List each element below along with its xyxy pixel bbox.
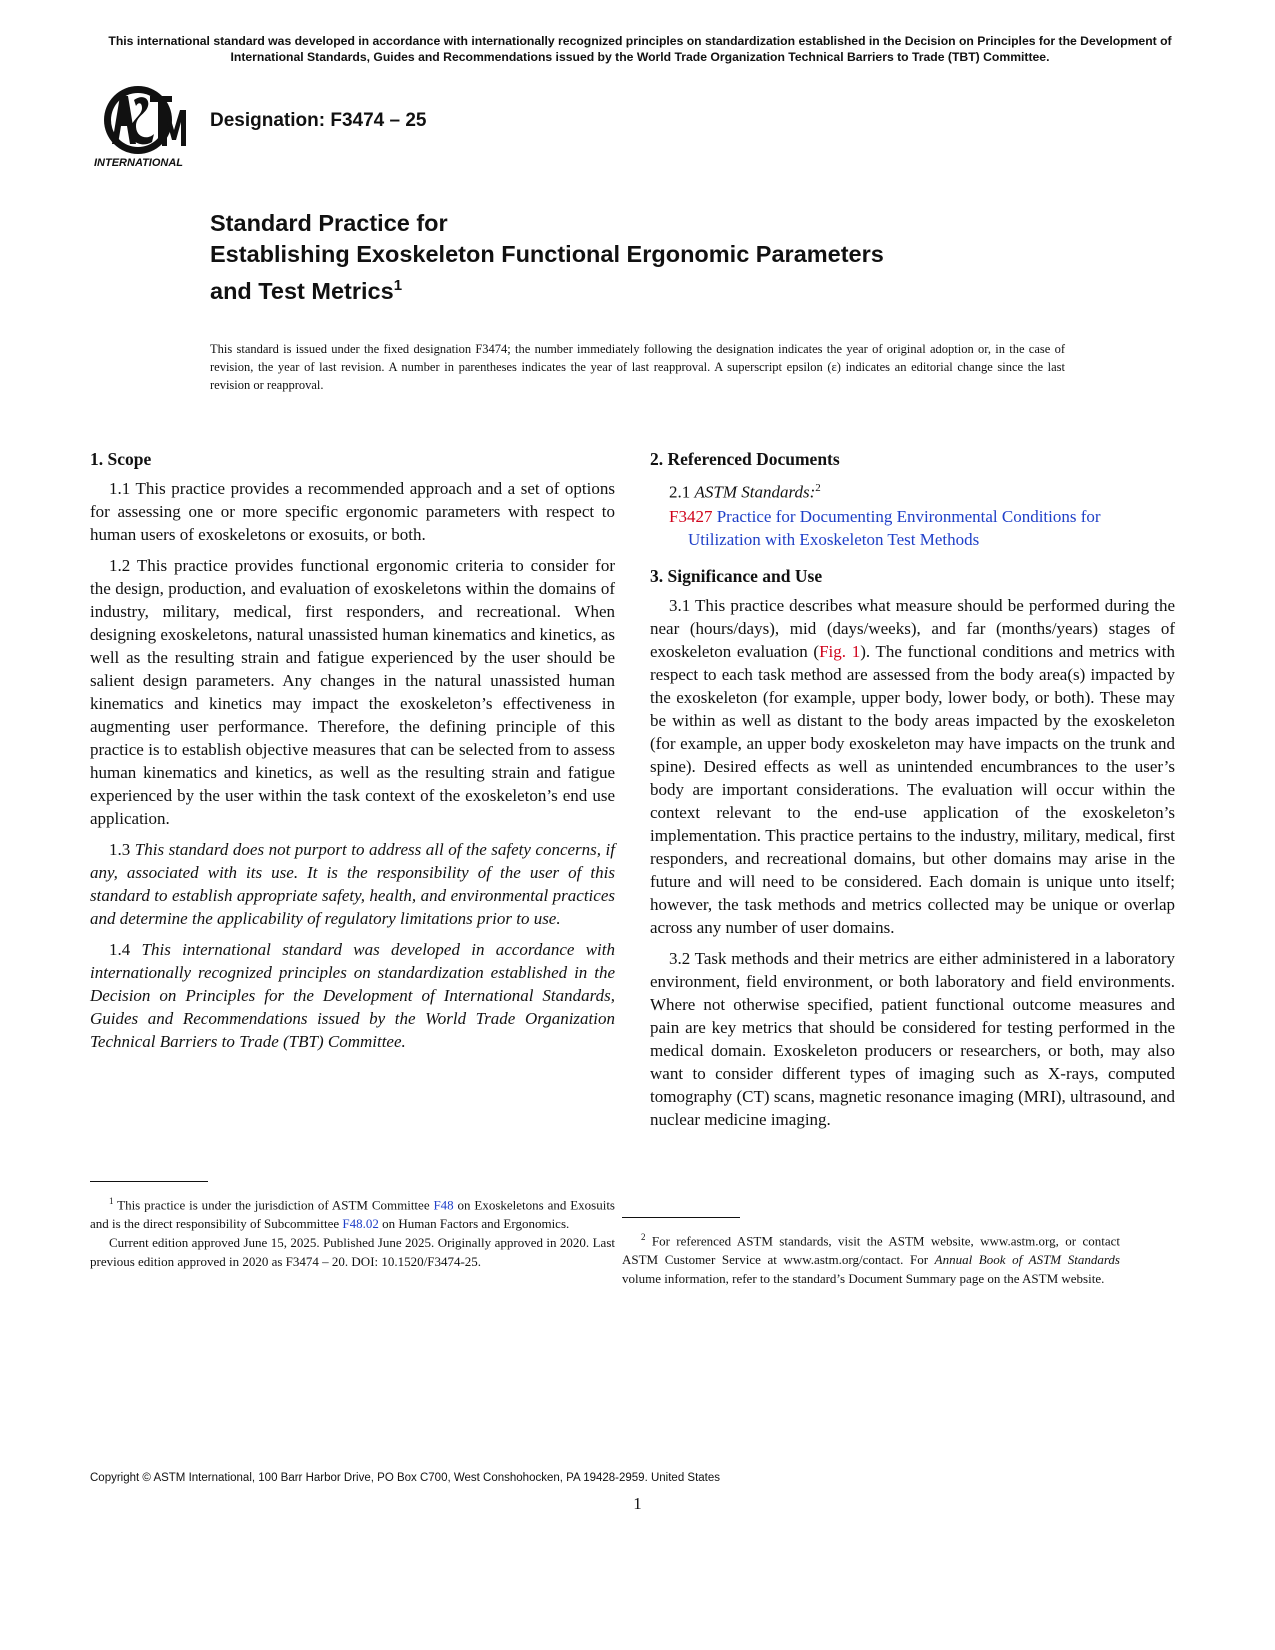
significance-heading: 3. Significance and Use (650, 565, 823, 586)
para-text: ). The functional conditions and metrics with respect to each task method are assessed from the body area(s) impacted by the exoskeleton (for example, upper body, lower body, or both). These may be within as well as distant to the body areas impacted by the exoskeleton (for example, an upper body exoskeleton may have impacts on the trunk and spine). Desired effects as well as unintended encumbrances to the user’s body are important considerations. The evaluation will occur within the context relevant to the end-use application of the exoskeleton’s implementation. This practice pertains to the industry, military, medical, first responders, and recreational domains, but other domains may arise in the future and will need to be considered. Each domain is unique unto itself; however, the task methods and metrics collected may be unique or overlap across any number of user domains. (650, 641, 1176, 937)
footnote-1-mark: 1 (109, 1196, 114, 1206)
document-title (210, 208, 1190, 307)
footnote-text: on Human Factors and Ergonomics. (378, 1216, 570, 1232)
right-column (650, 448, 1175, 1139)
footnote-text: volume information, refer to the standard’s Document Summary page on the ASTM website. (622, 1271, 1105, 1287)
scope-para-1-4 (90, 938, 615, 1053)
astm-standards-subhead (650, 477, 1175, 504)
fig-1-link[interactable]: Fig. 1 (819, 641, 861, 661)
top-notice: This international standard was developed in accordance with internationally recognized principles on standardization established in the Decision on Principles for the Development of International Standards, Guides and Recommendations issued by the World Trade Organization Technical Barriers to Trade (TBT) Committee. (108, 34, 1172, 64)
title-line-3: and Test Metrics (210, 277, 394, 304)
scope-para-1-3 (90, 838, 615, 930)
significance-para-3-2: 3.2 Task methods and their metrics are either administered in a laboratory environment, field environment, or both laboratory and field environments. Where not otherwise specified, patient functional outcome measures and pain are key metrics that should be considered for testing performed in the medical domain. Exoskeleton producers or researchers, or both, may also want to consider different types of imaging such as X-rays, computed tomography (CT) scans, magnetic resonance imaging (MRI), ultrasound, and nuclear medicine imaging. (650, 948, 1175, 1129)
footnote-rule-right (622, 1217, 740, 1218)
scope-heading: 1. Scope (90, 449, 152, 469)
footnote-2-mark: 2 (641, 1232, 646, 1242)
annual-book-title: Annual Book of ASTM Standards (934, 1252, 1120, 1268)
page-number: 1 (633, 1494, 642, 1513)
astm-logo-mark (90, 86, 202, 170)
para-text: 3.1 This practice describes what measure should be performed during the near (hours/days), mid (days/weeks), and far (months/years) stages of exoskeleton evaluation ( (650, 595, 1175, 661)
astm-standards-label: ASTM Standards: (694, 482, 816, 502)
logo-text: INTERNATIONAL (94, 157, 184, 169)
scope-para-1-2: 1.2 This practice provides functional ergonomic criteria to consider for the design, production, and evaluation of exoskeletons within the domains of industry, military, medical, first responders, and recreational. When designing exoskeletons, natural unassisted human kinematics and kinetics, as well as the resulting strain and fatigue experienced by the user should be salient design parameters. Any changes in the natural unassisted human kinematics and kinetics may impact the exoskeleton’s effectiveness in augmenting user performance. Therefore, the defining principle of this practice is to establish objective measures that can be selected from to assess human kinematics and kinetics, as well as the resulting strain and fatigue experienced by the user within the task context of the exoskeleton’s end use application. (90, 556, 615, 828)
significance-para-3-1 (650, 594, 1175, 939)
referenced-document-f3427 (669, 505, 1175, 551)
issue-note: This standard is issued under the fixed designation F3474; the number immediately following the designation indicates the year of original adoption or, in the case of revision, the year of last revision. A number in parentheses indicates the year of last reapproval. A superscript epsilon (ε) indicates an editorial change since the last revision or reapproval. (210, 342, 1065, 392)
left-column (90, 448, 615, 1061)
astm-logo (90, 86, 202, 170)
title-footnote-mark: 1 (393, 277, 403, 294)
footnote-2 (622, 1228, 1120, 1288)
edition-note: Current edition approved June 15, 2025. Published June 2025. Originally approved in 2020. Last previous edition approved in 2020 as F3474 – 20. DOI: 10.1520/F3474-25. (90, 1235, 615, 1270)
para-number: 1.3 (109, 840, 131, 859)
referenced-documents-heading: 2. Referenced Documents (650, 449, 840, 469)
footnote-text: on Exoskeletons and Exosuits and is the direct responsibility of Subcommittee (90, 1197, 615, 1232)
footnote-text: This practice is under the jurisdiction of ASTM Committee (117, 1197, 434, 1213)
title-line-2: Establishing Exoskeleton Functional Ergonomic Parameters (210, 241, 884, 267)
safety-statement: This standard does not purport to address all of the safety concerns, if any, associated with its use. It is the responsibility of the user of this standard to establish appropriate safety, health, and environmental practices and determine the applicability of regulatory limitations prior to use. (90, 840, 615, 928)
title-line-1: Standard Practice for (210, 210, 448, 236)
para-number: 2.1 (669, 482, 691, 502)
f3427-link[interactable]: F3427 (669, 506, 713, 526)
committee-f48-link[interactable]: F48 (433, 1197, 454, 1213)
footnote-text: For referenced ASTM standards, visit the ASTM website, www.astm.org, or contact ASTM Customer Service at www.astm.org/contact. For (622, 1233, 1120, 1268)
footnote-2-mark: 2 (815, 482, 821, 494)
subcommittee-f48-02-link[interactable]: F48.02 (342, 1216, 379, 1232)
f3427-title-link[interactable]: Practice for Documenting Environmental Conditions for Utilization with Exoskeleton Test Methods (688, 506, 1101, 549)
scope-para-1-1: 1.1 This practice provides a recommended approach and a set of options for assessing one or more specific ergonomic parameters with respect to human users of exoskeletons or exosuits, or both. (90, 479, 615, 544)
para-number: 1.4 (109, 940, 131, 959)
copyright: Copyright © ASTM International, 100 Barr Harbor Drive, PO Box C700, West Conshohocken, PA 19428-2959. United States (90, 1472, 721, 1484)
footnote-1 (90, 1192, 615, 1271)
designation: Designation: F3474 – 25 (210, 110, 427, 131)
wto-statement: This international standard was developed in accordance with internationally recognized principles on standardization established in the Decision on Principles for the Development of International Standards, Guides and Recommendations issued by the World Trade Organization Technical Barriers to Trade (TBT) Committee. (90, 940, 615, 1051)
footnote-rule-left (90, 1181, 208, 1182)
